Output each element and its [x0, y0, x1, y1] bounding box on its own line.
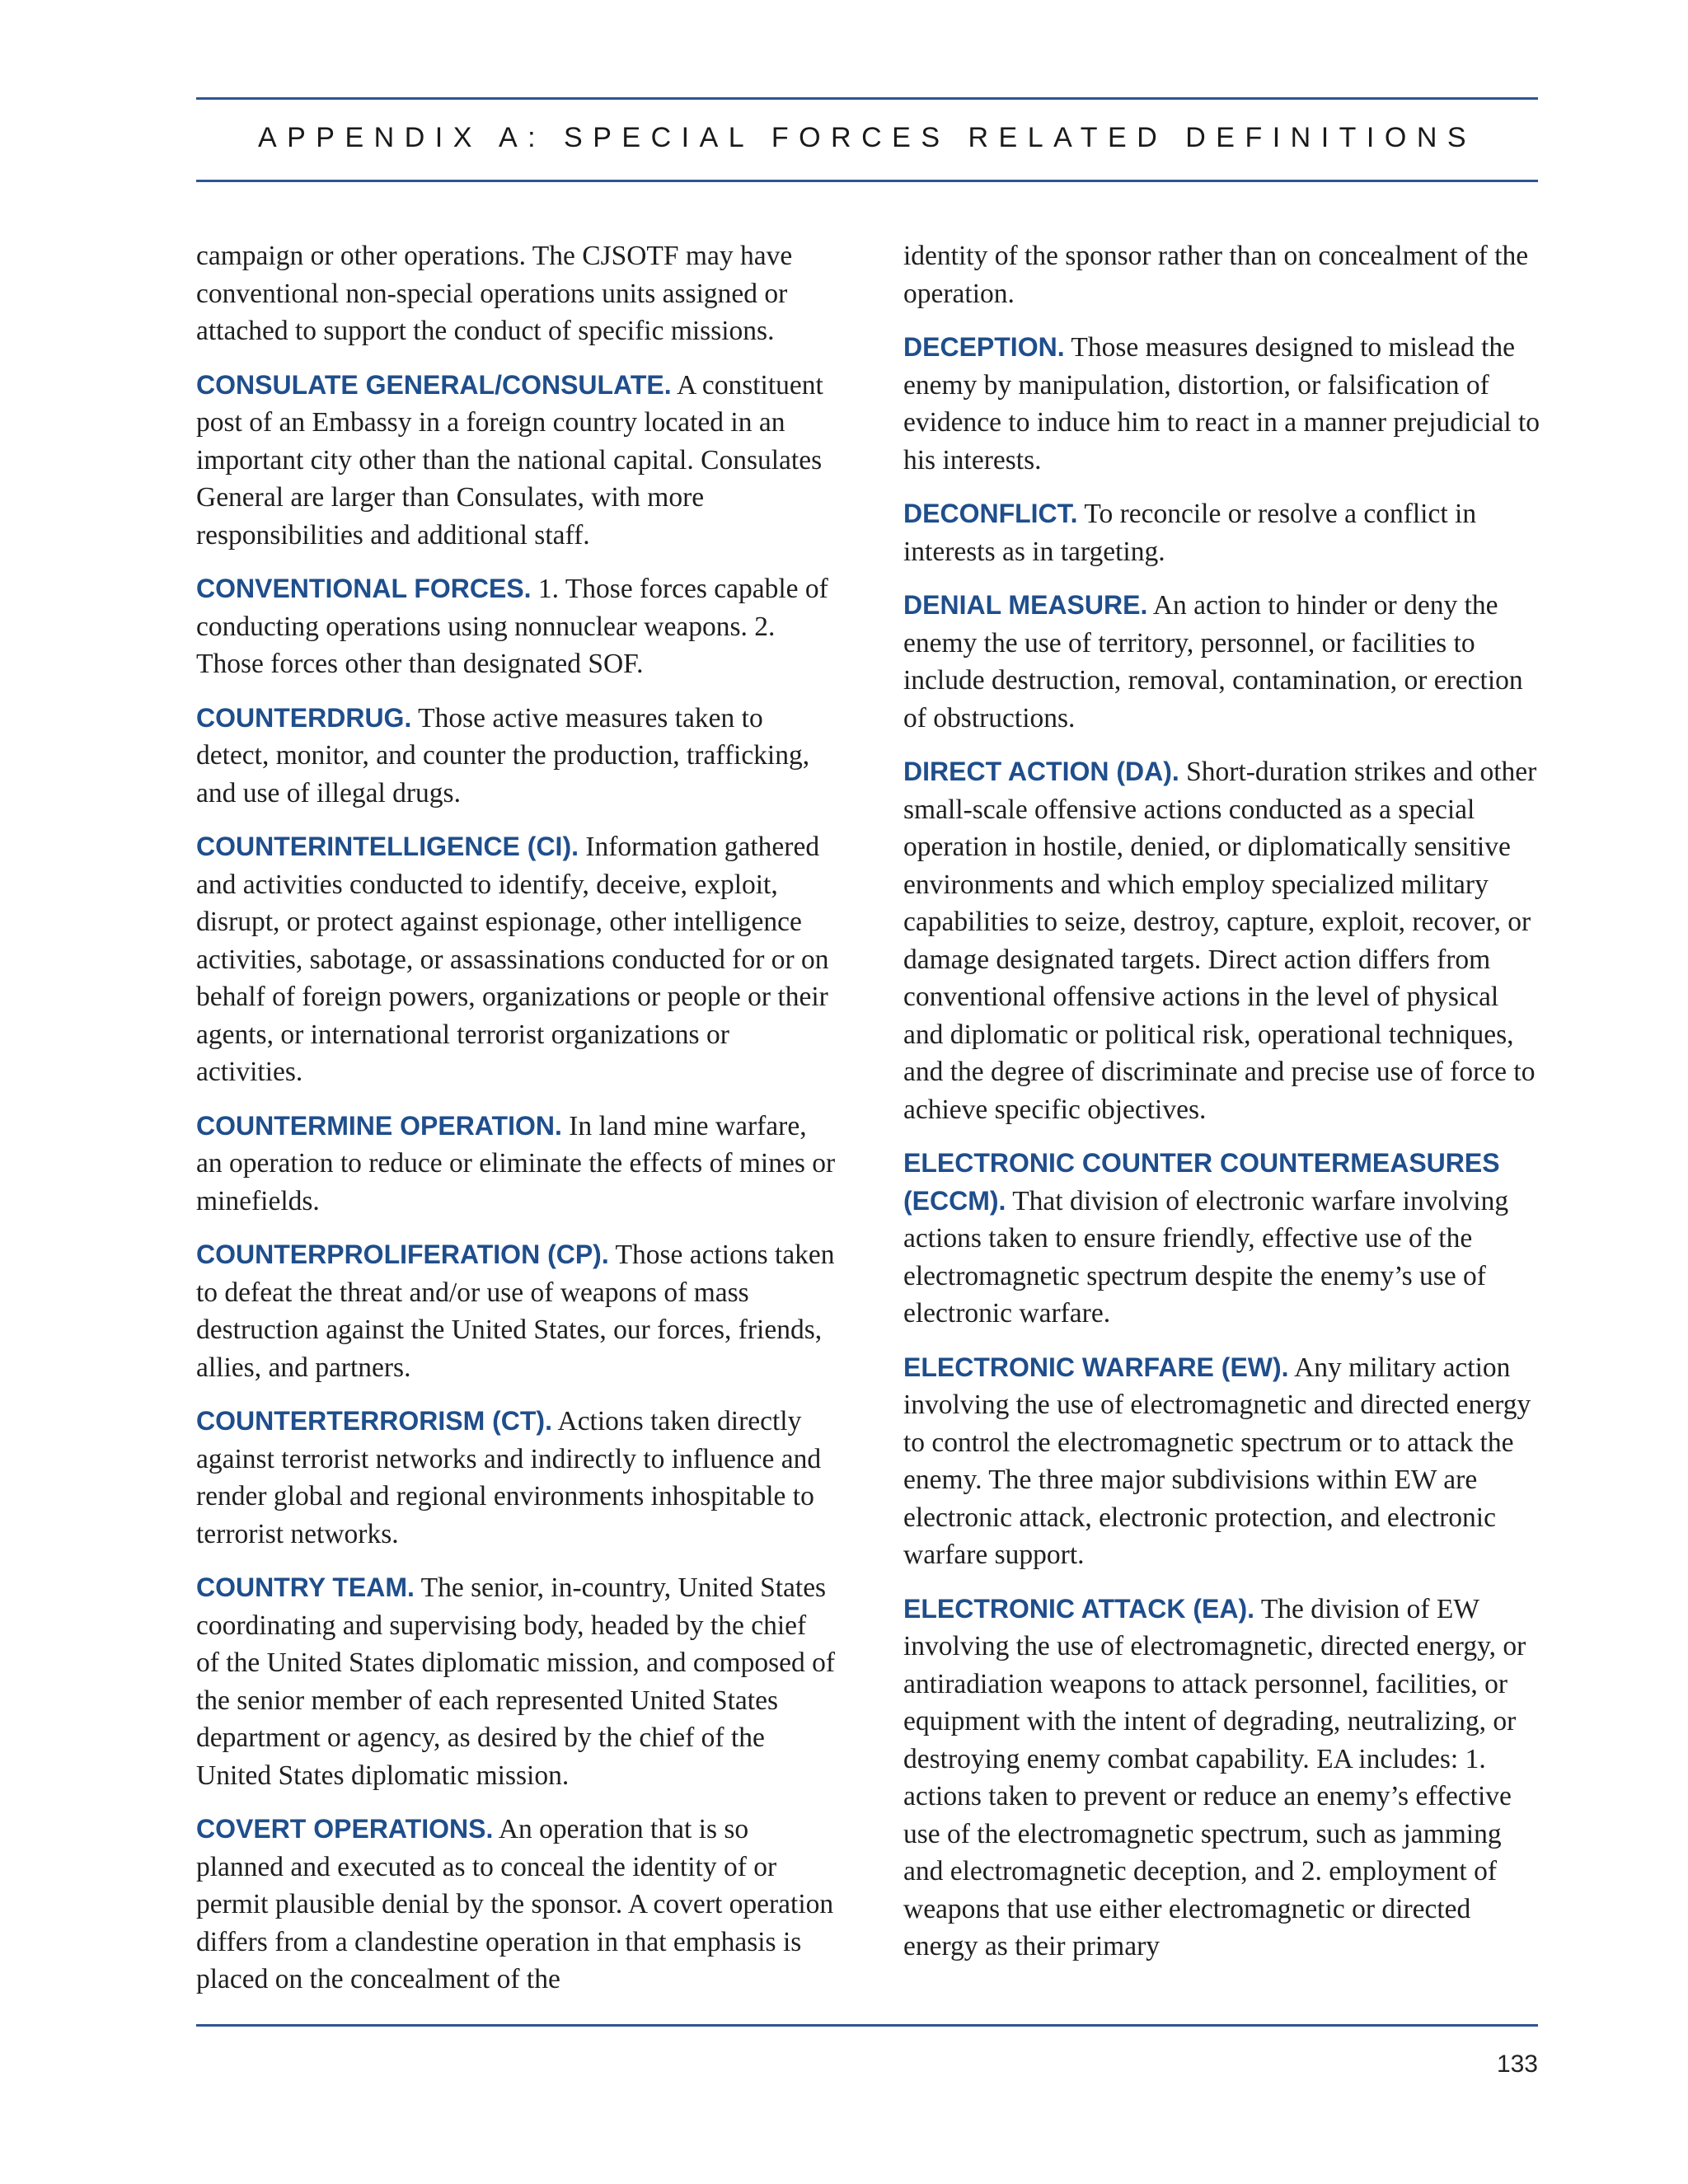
- definition-entry: [903, 1145, 1543, 1333]
- definition-term: COUNTERDRUG.: [196, 702, 412, 733]
- definition-text: Those actions taken to defeat the threat and/or use of weapons of mass destruction against the United States, our forces, friends, allies, and partners.: [196, 1240, 835, 1383]
- definition-term: ELECTRONIC ATTACK (EA).: [903, 1593, 1255, 1624]
- definition-text: Those active measures taken to detect, monitor, and counter the production, trafficking, and use of illegal drugs.: [196, 702, 810, 808]
- definition-term: ELECTRONIC WARFARE (EW).: [903, 1352, 1289, 1382]
- definition-term: COUNTERPROLIFERATION (CP).: [196, 1240, 609, 1269]
- definition-text: 1. Those forces capable of conducting operations using nonnuclear weapons. 2. Those forces other than designated SOF.: [196, 574, 828, 679]
- definition-term: CONSULATE GENERAL/CONSULATE.: [196, 369, 672, 400]
- left-column: [196, 237, 836, 2015]
- definition-entry: [196, 570, 836, 683]
- definition-entry: [196, 1403, 836, 1553]
- definition-text: An operation that is so planned and executed as to conceal the identity of or permit plausible denial by the sponsor. A covert operation differs from a clandestine operation in that emphasis is placed on the concealment of the: [196, 1814, 834, 1994]
- definition-entry: [903, 587, 1543, 737]
- definition-entry: [196, 1108, 836, 1221]
- definition-entry: [903, 495, 1543, 570]
- footer-rule: [196, 2024, 1538, 2027]
- definition-text: Actions taken directly against terrorist networks and indirectly to influence and render global and regional environments inhospitable to terrorist networks.: [196, 1406, 822, 1549]
- definition-text: That division of electronic warfare involving actions taken to ensure friendly, effective use of the electromagnetic spectrum despite the enemy’s use of electronic warfare.: [903, 1185, 1509, 1329]
- definition-term: DIRECT ACTION (DA).: [903, 757, 1179, 786]
- definition-term: COUNTERMINE OPERATION.: [196, 1110, 562, 1141]
- definition-text: A constituent post of an Embassy in a foreign country located in an important city other than the national capital. Consulates General are larger than Consulates, with more responsibilities and additional staff.: [196, 369, 823, 551]
- definition-entry: [196, 700, 836, 813]
- definition-entry: [196, 1236, 836, 1386]
- definition-text: Information gathered and activities conducted to identify, deceive, exploit, disrupt, or protect against espionage, other intelligence activities, sabotage, or assassinations conducted for or on behalf of foreign powers, organizations or people or their agents, or international terrorist organizations or activities.: [196, 832, 829, 1087]
- definition-text: Those measures designed to mislead the enemy by manipulation, distortion, or falsification of evidence to induce him to react in a manner prejudicial to his interests.: [903, 332, 1540, 476]
- continuation-text: identity of the sponsor rather than on concealment of the operation.: [903, 241, 1529, 309]
- definition-text: Short-duration strikes and other small-scale offensive actions conducted as a special operation in hostile, denied, or diplomatically sensitive environments and which employ specialized military capabilities to seize, destroy, capture, exploit, recover, or damage designated targets. Direct action differs from conventional offensive actions in the level of physical and diplomatic or political risk, operational techniques, and the degree of discriminate and precise use of force to achieve specific objectives.: [903, 757, 1537, 1125]
- definition-entry: [196, 828, 836, 1091]
- definition-text: In land mine warfare, an operation to reduce or eliminate the effects of mines or minefields.: [196, 1110, 836, 1216]
- page-number: 133: [1496, 2050, 1538, 2078]
- header-bottom-rule: [196, 180, 1538, 182]
- definition-text: Any military action involving the use of electromagnetic and directed energy to control the electromagnetic spectrum or to attack the enemy. The three major subdivisions within EW are electronic attack, electronic protection, and electronic warfare support.: [903, 1352, 1531, 1570]
- page-header-title: APPENDIX A: SPECIAL FORCES RELATED DEFINITIONS: [257, 122, 1477, 153]
- definition-entry: [903, 329, 1543, 479]
- definition-term: CONVENTIONAL FORCES.: [196, 574, 532, 603]
- definition-term: ELECTRONIC COUNTER COUNTERMEASURES (ECCM).: [903, 1148, 1500, 1216]
- definition-entry: [196, 1569, 836, 1794]
- definition-text: An action to hinder or deny the enemy the use of territory, personnel, or facilities to include destruction, removal, contamination, or erection of obstructions.: [903, 590, 1523, 733]
- definition-term: COUNTERTERRORISM (CT).: [196, 1406, 552, 1436]
- definition-entry: [196, 1811, 836, 1999]
- definition-text: To reconcile or resolve a conflict in interests as in targeting.: [903, 499, 1477, 567]
- definition-term: DECEPTION.: [903, 332, 1065, 362]
- definition-entry: [196, 367, 836, 555]
- definition-term: DECONFLICT.: [903, 499, 1078, 528]
- definition-entry: [903, 1349, 1543, 1574]
- definition-term: COUNTERINTELLIGENCE (CI).: [196, 832, 579, 861]
- definition-term: COUNTRY TEAM.: [196, 1572, 415, 1602]
- definition-term: DENIAL MEASURE.: [903, 590, 1148, 620]
- definition-entry: [903, 1591, 1543, 1966]
- right-column: [903, 237, 1543, 1982]
- header-top-rule: [196, 97, 1538, 100]
- continuation-text: campaign or other operations. The CJSOTF may have conventional non-special operations units assigned or attached to support the conduct of specific missions.: [196, 241, 793, 346]
- definition-text: The division of EW involving the use of electromagnetic, directed energy, or antiradiation weapons to attack personnel, facilities, or equipment with the intent of degrading, neutralizing, or destroying enemy combat capability. EA includes: 1. actions taken to prevent or reduce an enemy’s effective use of the electromagnetic spectrum, such as jamming and electromagnetic deception, and 2. employment of weapons that use either electromagnetic or directed energy as their primary: [903, 1593, 1526, 1961]
- definition-term: COVERT OPERATIONS.: [196, 1814, 494, 1844]
- definition-text: The senior, in-country, United States coordinating and supervising body, headed by the chief of the United States diplomatic mission, and composed of the senior member of each represented United States department or agency, as desired by the chief of the United States diplomatic mission.: [196, 1572, 836, 1791]
- definition-entry: [903, 753, 1543, 1128]
